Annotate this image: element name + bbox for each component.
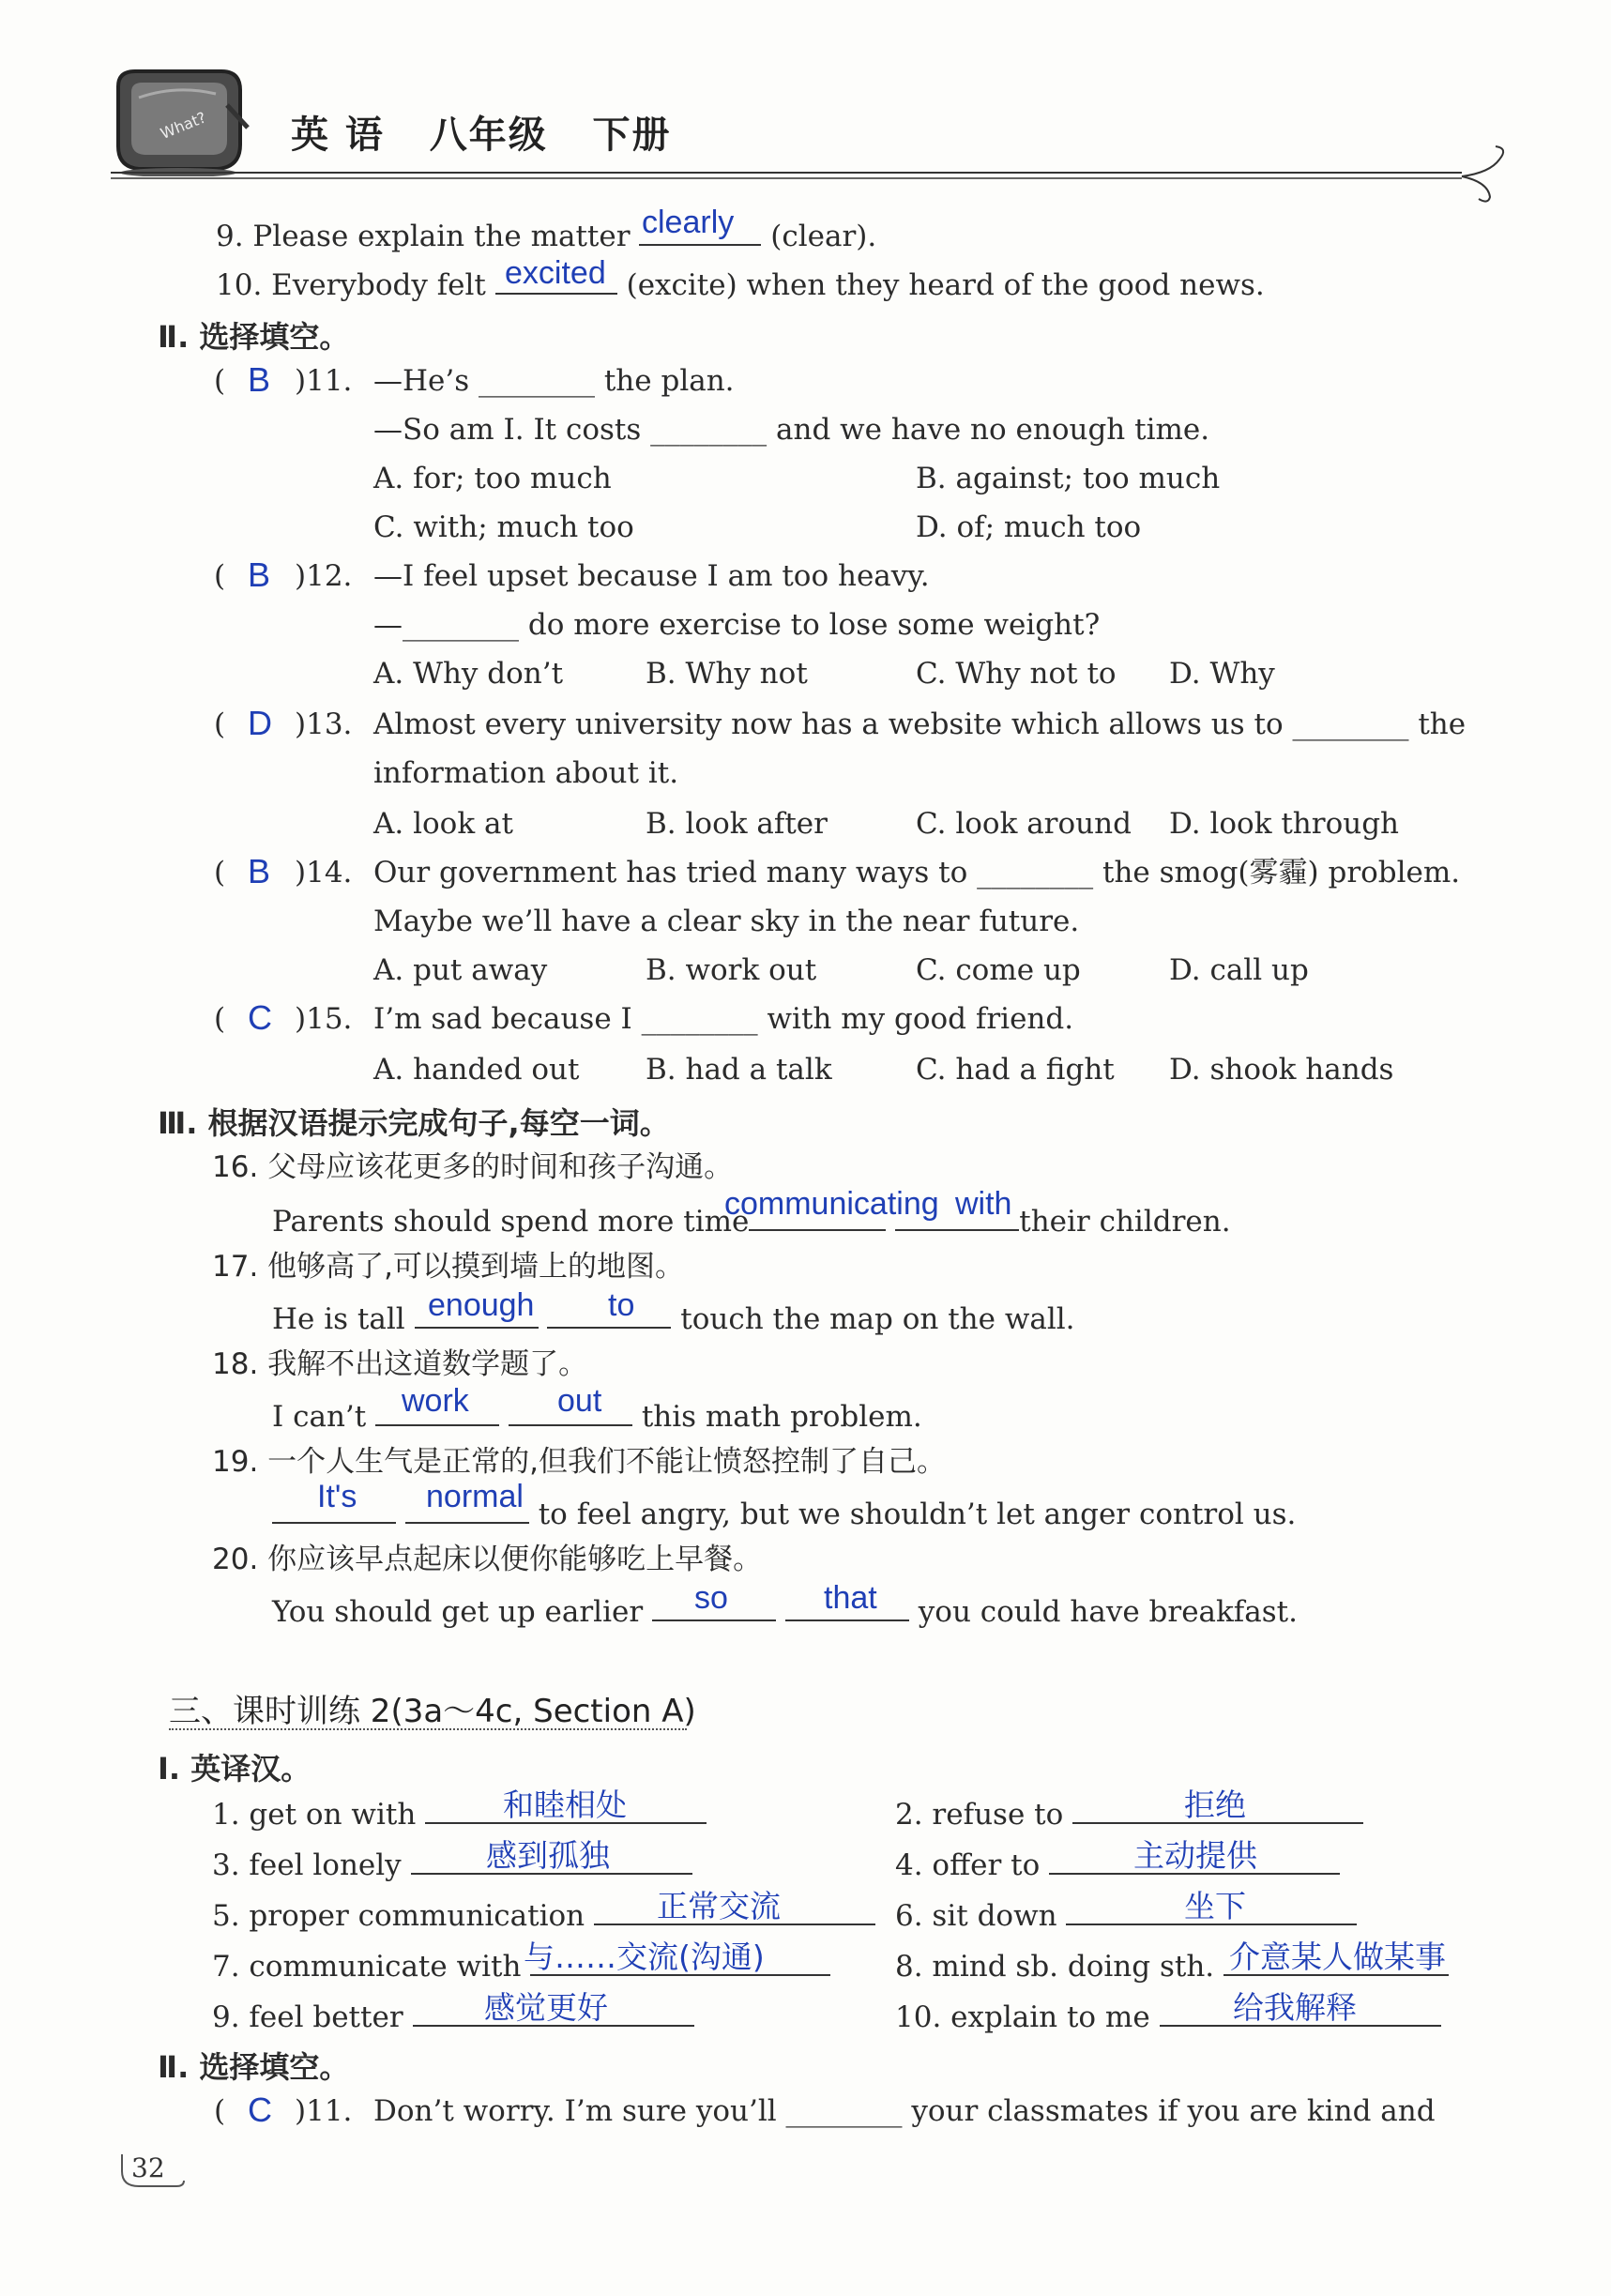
q20-answer-2: that bbox=[824, 1580, 877, 1616]
trans-answer-10: 给我解释 bbox=[1233, 1989, 1357, 2026]
q17-sentence bbox=[272, 1299, 1075, 1338]
trans-item-9 bbox=[212, 1997, 694, 2036]
trans-answer-1: 和睦相处 bbox=[503, 1787, 627, 1823]
mc15-opt-c[interactable]: C. had a fight bbox=[916, 1053, 1115, 1087]
q10-text: 10. Everybody felt bbox=[216, 268, 486, 302]
mc15-answer: C bbox=[248, 998, 272, 1037]
mc14-opt-c[interactable]: C. come up bbox=[916, 953, 1081, 987]
mc12-line1: —I feel upset because I am too heavy. bbox=[373, 559, 930, 593]
paren-open: ( bbox=[214, 856, 226, 890]
q18-answer-2: out bbox=[557, 1383, 602, 1419]
mc15-opt-d[interactable]: D. shook hands bbox=[1169, 1053, 1394, 1087]
mc13-opt-b[interactable]: B. look after bbox=[646, 807, 828, 841]
mc14-line2: Maybe we’ll have a clear sky in the near future. bbox=[373, 905, 1080, 938]
paren-open: ( bbox=[214, 364, 226, 398]
mc11-num: )11. bbox=[295, 364, 353, 398]
trans-q-8: 8. mind sb. doing sth. bbox=[895, 1950, 1215, 1984]
trans-q-6: 6. sit down bbox=[895, 1899, 1057, 1933]
q10-answer: excited bbox=[505, 255, 606, 291]
trans-item-1 bbox=[212, 1794, 707, 1833]
mc15-line1: I’m sad because I ________ with my good friend. bbox=[373, 1002, 1074, 1036]
trans-q-3: 3. feel lonely bbox=[212, 1848, 402, 1882]
q9-answer: clearly bbox=[642, 205, 735, 240]
mc13-opt-a[interactable]: A. look at bbox=[373, 807, 513, 841]
trans-answer-6: 坐下 bbox=[1184, 1888, 1246, 1924]
q20-sentence bbox=[272, 1591, 1298, 1631]
s3-mc11-text: Don’t worry. I’m sure you’ll ________ your classmates if you are kind and bbox=[373, 2094, 1436, 2128]
q17-post: touch the map on the wall. bbox=[680, 1302, 1075, 1336]
trans-q-4: 4. offer to bbox=[895, 1848, 1041, 1882]
mc12-answer: B bbox=[248, 555, 271, 594]
trans-answer-4: 主动提供 bbox=[1133, 1837, 1257, 1874]
question-9 bbox=[216, 216, 876, 255]
trans-answer-7: 与……交流(沟通) bbox=[524, 1939, 765, 1975]
q16-pre: Parents should spend more time bbox=[272, 1205, 750, 1239]
mc11-opt-c[interactable]: C. with; much too bbox=[373, 510, 634, 544]
mc12-opt-a[interactable]: A. Why don’t bbox=[373, 657, 564, 691]
tv-logo-text: What? bbox=[158, 108, 209, 143]
trans-q-9: 9. feel better bbox=[212, 2000, 403, 2034]
mc12-line2: —________ do more exercise to lose some weight? bbox=[373, 608, 1101, 642]
trans-answer-9: 感觉更好 bbox=[484, 1989, 608, 2026]
paren-open: ( bbox=[214, 559, 226, 593]
mc12-opt-d[interactable]: D. Why bbox=[1169, 657, 1275, 691]
mc13-opt-c[interactable]: C. look around bbox=[916, 807, 1132, 841]
mc11-opt-b[interactable]: B. against; too much bbox=[916, 462, 1221, 495]
section3-part2-heading: Ⅱ. 选择填空。 bbox=[158, 2049, 350, 2085]
q17-answer-1: enough bbox=[428, 1287, 535, 1323]
trans-item-3 bbox=[212, 1845, 692, 1884]
mc15-opt-b[interactable]: B. had a talk bbox=[646, 1053, 832, 1087]
trans-q-7: 7. communicate with bbox=[212, 1950, 522, 1984]
q18-chinese: 18. 我解不出这道数学题了。 bbox=[212, 1347, 588, 1381]
trans-item-6 bbox=[895, 1895, 1357, 1935]
trans-item-10 bbox=[895, 1997, 1441, 2036]
q18-post: this math problem. bbox=[641, 1400, 922, 1434]
q20-answer-1: so bbox=[694, 1580, 728, 1616]
section3-divider bbox=[169, 1728, 687, 1730]
q19-answer-2: normal bbox=[426, 1479, 524, 1514]
q17-chinese: 17. 他够高了,可以摸到墙上的地图。 bbox=[212, 1250, 685, 1284]
q18-answer-1: work bbox=[402, 1383, 469, 1419]
section3-title: 三、课时训练 2(3a～4c, Section A) bbox=[169, 1693, 696, 1730]
mc12-opt-b[interactable]: B. Why not bbox=[646, 657, 808, 691]
paren-open: ( bbox=[214, 1002, 226, 1036]
mc14-num: )14. bbox=[295, 856, 353, 890]
mc14-opt-d[interactable]: D. call up bbox=[1169, 953, 1309, 987]
trans-answer-2: 拒绝 bbox=[1184, 1787, 1246, 1823]
q16-chinese: 16. 父母应该花更多的时间和孩子沟通。 bbox=[212, 1150, 734, 1184]
mc14-opt-a[interactable]: A. put away bbox=[373, 953, 548, 987]
mc11-line1: —He’s ________ the plan. bbox=[373, 364, 735, 398]
mc14-opt-b[interactable]: B. work out bbox=[646, 953, 817, 987]
q19-chinese: 19. 一个人生气是正常的,但我们不能让愤怒控制了自己。 bbox=[212, 1445, 947, 1479]
page-number-badge bbox=[118, 2149, 186, 2190]
q17-pre: He is tall bbox=[272, 1302, 405, 1336]
mc11-answer: B bbox=[248, 360, 271, 399]
trans-q-10: 10. explain to me bbox=[895, 2000, 1150, 2034]
q20-chinese: 20. 你应该早点起床以便你能够吃上早餐。 bbox=[212, 1543, 763, 1576]
mc12-num: )12. bbox=[295, 559, 353, 593]
q20-pre: You should get up earlier bbox=[272, 1595, 644, 1629]
trans-answer-5: 正常交流 bbox=[657, 1888, 781, 1924]
mc13-num: )13. bbox=[295, 707, 353, 741]
trans-answer-3: 感到孤独 bbox=[486, 1837, 610, 1874]
q10-hint: (excite) when they heard of the good news. bbox=[626, 268, 1265, 302]
mc13-answer: D bbox=[248, 704, 272, 742]
part3-heading: Ⅲ. 根据汉语提示完成句子,每空一词。 bbox=[158, 1105, 670, 1141]
q16-answer-1: communicating bbox=[724, 1186, 939, 1222]
trans-q-5: 5. proper communication bbox=[212, 1899, 585, 1933]
q9-hint: (clear). bbox=[770, 220, 877, 253]
q16-answer-2: with bbox=[955, 1186, 1012, 1222]
q9-text: 9. Please explain the matter bbox=[216, 220, 631, 253]
mc12-opt-c[interactable]: C. Why not to bbox=[916, 657, 1117, 691]
header-rule-icon bbox=[111, 139, 1509, 205]
mc14-answer: B bbox=[248, 852, 271, 890]
header-title: 英 语 八年级 下册 bbox=[291, 114, 672, 157]
mc13-opt-d[interactable]: D. look through bbox=[1169, 807, 1400, 841]
part2-heading: Ⅱ. 选择填空。 bbox=[158, 319, 350, 355]
page-number: 32 bbox=[131, 2152, 165, 2183]
paren-open: ( bbox=[214, 707, 226, 741]
q17-answer-2: to bbox=[608, 1287, 635, 1323]
question-10 bbox=[216, 265, 1265, 304]
q20-post: you could have breakfast. bbox=[918, 1595, 1298, 1629]
trans-item-4 bbox=[895, 1845, 1340, 1884]
q19-post: to feel angry, but we shouldn’t let anger control us. bbox=[538, 1498, 1297, 1531]
s3-mc11-answer: C bbox=[248, 2091, 272, 2129]
section3-part1-heading: Ⅰ. 英译汉。 bbox=[158, 1751, 312, 1787]
mc15-num: )15. bbox=[295, 1002, 353, 1036]
mc11-opt-a[interactable]: A. for; too much bbox=[373, 462, 612, 495]
mc13-line2: information about it. bbox=[373, 756, 679, 790]
mc11-line2: —So am I. It costs ________ and we have no enough time. bbox=[373, 413, 1210, 447]
q16-post: their children. bbox=[1019, 1205, 1231, 1239]
mc14-line1: Our government has tried many ways to ________ the smog(雾霾) problem. bbox=[373, 856, 1461, 890]
mc15-opt-a[interactable]: A. handed out bbox=[373, 1053, 580, 1087]
trans-q-2: 2. refuse to bbox=[895, 1798, 1064, 1832]
trans-answer-8: 介意某人做某事 bbox=[1229, 1939, 1446, 1975]
trans-item-2 bbox=[895, 1794, 1363, 1833]
q19-answer-1: It's bbox=[317, 1479, 357, 1514]
q18-pre: I can’t bbox=[272, 1400, 367, 1434]
s3-mc11-num: )11. bbox=[295, 2094, 353, 2128]
mc11-opt-d[interactable]: D. of; much too bbox=[916, 510, 1142, 544]
paren-open: ( bbox=[214, 2094, 226, 2128]
mc13-line1: Almost every university now has a website which allows us to ________ the bbox=[373, 707, 1467, 741]
trans-q-1: 1. get on with bbox=[212, 1798, 417, 1832]
